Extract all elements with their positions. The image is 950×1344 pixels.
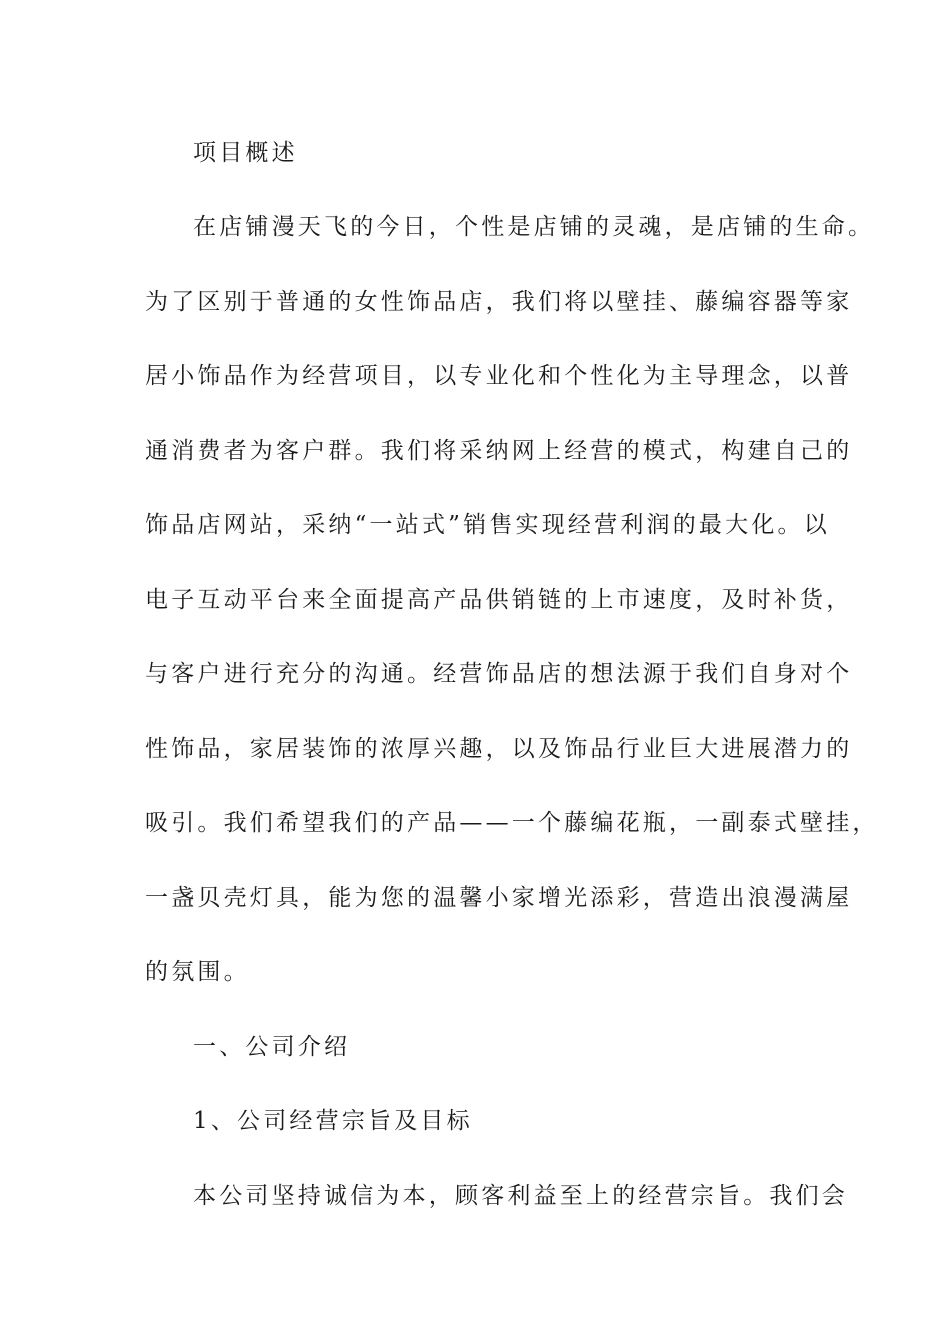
paragraph-line: 与客户进行充分的沟通。经营饰品店的想法源于我们自身对个 bbox=[145, 661, 853, 687]
paragraph-line: 一盏贝壳灯具，能为您的温馨小家增光添彩，营造出浪漫满屋 bbox=[145, 885, 853, 911]
paragraph-line: 通消费者为客户群。我们将采纳网上经营的模式，构建自己的 bbox=[145, 438, 853, 464]
paragraph-line: 吸引。我们希望我们的产品——一个藤编花瓶，一副泰式壁挂， bbox=[145, 810, 879, 836]
paragraph-line: 为了区别于普通的女性饰品店，我们将以壁挂、藤编容器等家 bbox=[145, 289, 853, 315]
paragraph-line: 电子互动平台来全面提高产品供销链的上市速度，及时补货， bbox=[145, 587, 853, 613]
paragraph-line: 居小饰品作为经营项目，以专业化和个性化为主导理念，以普 bbox=[145, 363, 853, 389]
paragraph-line: 性饰品，家居装饰的浓厚兴趣，以及饰品行业巨大进展潜力的 bbox=[145, 736, 853, 762]
section-heading-overview: 项目概述 bbox=[193, 140, 298, 166]
section-heading-company-intro: 一、公司介绍 bbox=[193, 1034, 351, 1060]
paragraph-line: 饰品店网站，采纳“一站式”销售实现经营利润的最大化。以 bbox=[145, 512, 830, 538]
paragraph-line: 本公司坚持诚信为本，顾客利益至上的经营宗旨。我们会 bbox=[193, 1183, 848, 1209]
subsection-heading-mission: 1、公司经营宗旨及目标 bbox=[193, 1108, 473, 1134]
paragraph-line: 在店铺漫天飞的今日，个性是店铺的灵魂，是店铺的生命。 bbox=[193, 214, 875, 240]
paragraph-line: 的氛围。 bbox=[145, 959, 250, 985]
